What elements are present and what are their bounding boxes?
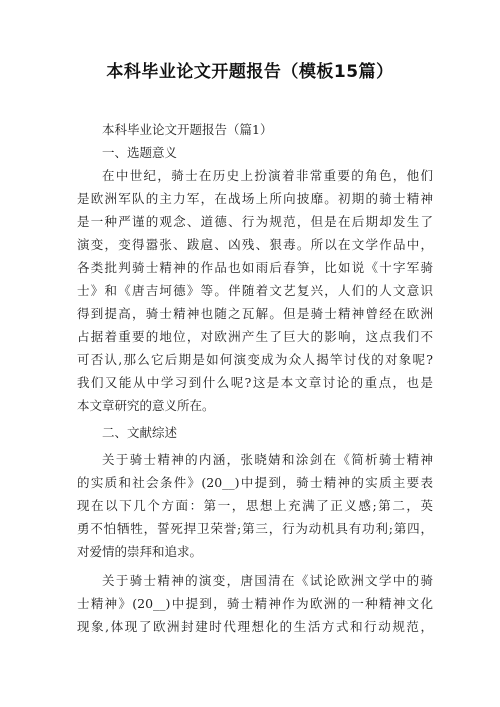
paragraph-line: 勇不怕牺牲，誓死捍卫荣誉;第三，行为动机具有功利;第四， [77, 521, 433, 536]
paragraph-line: 关于骑士精神的内涵，张晓婧和涂剑在《简析骑士精神 [102, 452, 433, 467]
section-heading: 二、文献综述 [102, 425, 178, 440]
paragraph-line: 本文章研究的意义所在。 [77, 398, 215, 413]
section-heading: 一、选题意义 [102, 145, 178, 160]
paragraph-line: 士》和《唐吉坷德》等。伴随着文艺复兴，人们的人文意识 [77, 283, 433, 298]
paragraph-line: 我们又能从中学习到什么呢?这是本文章讨论的重点，也是 [77, 375, 433, 390]
document-title: 本科毕业论文开题报告（模板15篇） [106, 62, 394, 82]
report-heading: 本科毕业论文开题报告（篇1） [102, 122, 273, 137]
paragraph-line: 是一种严谨的观念、道德、行为规范，但是在后期却发生了 [77, 214, 433, 229]
paragraph-line: 的实质和社会条件》(20__)中提到，骑士精神的实质主要表 [77, 475, 433, 490]
paragraph-line: 现在以下几个方面：第一，思想上充满了正义感;第二，英 [77, 498, 433, 513]
paragraph-line: 占据着重要的地位，对欧洲产生了巨大的影响，这点我们不 [77, 329, 433, 344]
paragraph-line: 士精神》(20__)中提到，骑士精神作为欧洲的一种精神文化 [77, 596, 433, 611]
paragraph-line: 现象,体现了欧洲封建时代理想化的生活方式和行动规范， [77, 619, 433, 634]
paragraph-line: 得到提高，骑士精神也随之瓦解。但是骑士精神曾经在欧洲 [77, 306, 433, 321]
paragraph-line: 是欧洲军队的主力军，在战场上所向披靡。初期的骑士精神 [77, 191, 433, 206]
paragraph-line: 关于骑士精神的演变，唐国清在《试论欧洲文学中的骑 [102, 573, 433, 588]
paragraph-line: 演变，变得嚣张、跋扈、凶残、狠毒。所以在文学作品中， [77, 237, 433, 252]
paragraph-line: 对爱情的崇拜和追求。 [77, 544, 203, 559]
paragraph-line: 各类批判骑士精神的作品也如雨后春笋，比如说《十字军骑 [77, 260, 433, 275]
paragraph-line: 可否认,那么它后期是如何演变成为众人揭竿讨伐的对象呢? [77, 352, 433, 367]
paragraph-line: 在中世纪，骑士在历史上扮演着非常重要的角色，他们 [102, 168, 433, 183]
document-body [77, 118, 433, 638]
